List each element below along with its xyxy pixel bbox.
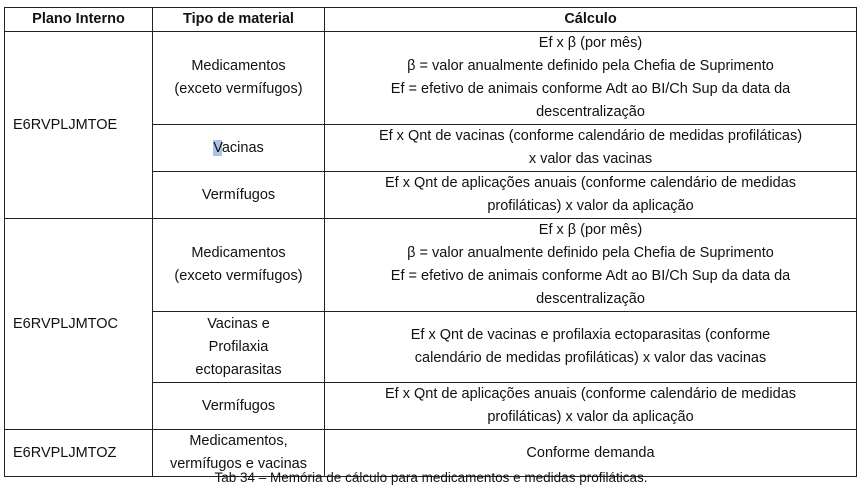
calculo-cell: Ef x Qnt de vacinas (conforme calendário de medidas profiláticas) x valor das vacinas [325, 125, 857, 172]
calculation-table [4, 7, 857, 477]
tipo-cell: Medicamentos, vermífugos e vacinas [153, 430, 325, 477]
tipo-cell: Vacinas [153, 125, 325, 172]
tipo-cell: Vacinas e Profilaxia ectoparasitas [153, 312, 325, 383]
tipo-cell: Medicamentos (exceto vermífugos) [153, 32, 325, 125]
calculo-cell: Ef x β (por mês) β = valor anualmente definido pela Chefia de Suprimento Ef = efetivo de animais conforme Adt ao BI/Ch Sup da data da descentralização [325, 32, 857, 125]
text-selection-highlight: V [213, 139, 222, 156]
header-calculo: Cálculo [325, 8, 857, 32]
calculo-cell: Ef x Qnt de aplicações anuais (conforme calendário de medidas profiláticas) x valor da aplicação [325, 383, 857, 430]
plano-interno-cell: E6RVPLJMTOZ [5, 430, 153, 477]
calculo-cell: Ef x Qnt de vacinas e profilaxia ectoparasitas (conforme calendário de medidas profiláticas) x valor das vacinas [325, 312, 857, 383]
header-tipo-material: Tipo de material [153, 8, 325, 32]
table-row [5, 32, 857, 125]
calculo-cell: Conforme demanda [325, 430, 857, 477]
calculo-cell: Ef x β (por mês) β = valor anualmente definido pela Chefia de Suprimento Ef = efetivo de animais conforme Adt ao BI/Ch Sup da data da descentralização [325, 219, 857, 312]
tipo-cell: Vermífugos [153, 383, 325, 430]
tipo-cell: Vermífugos [153, 172, 325, 219]
plano-interno-cell: E6RVPLJMTOC [5, 219, 153, 430]
header-plano-interno: Plano Interno [5, 8, 153, 32]
table-caption: Tab 34 – Memória de cálculo para medicamentos e medidas profiláticas. [214, 470, 648, 485]
table-row [5, 219, 857, 312]
calculo-cell: Ef x Qnt de aplicações anuais (conforme calendário de medidas profiláticas) x valor da aplicação [325, 172, 857, 219]
plano-interno-cell: E6RVPLJMTOE [5, 32, 153, 219]
table-header-row [5, 8, 857, 32]
tipo-cell: Medicamentos (exceto vermífugos) [153, 219, 325, 312]
